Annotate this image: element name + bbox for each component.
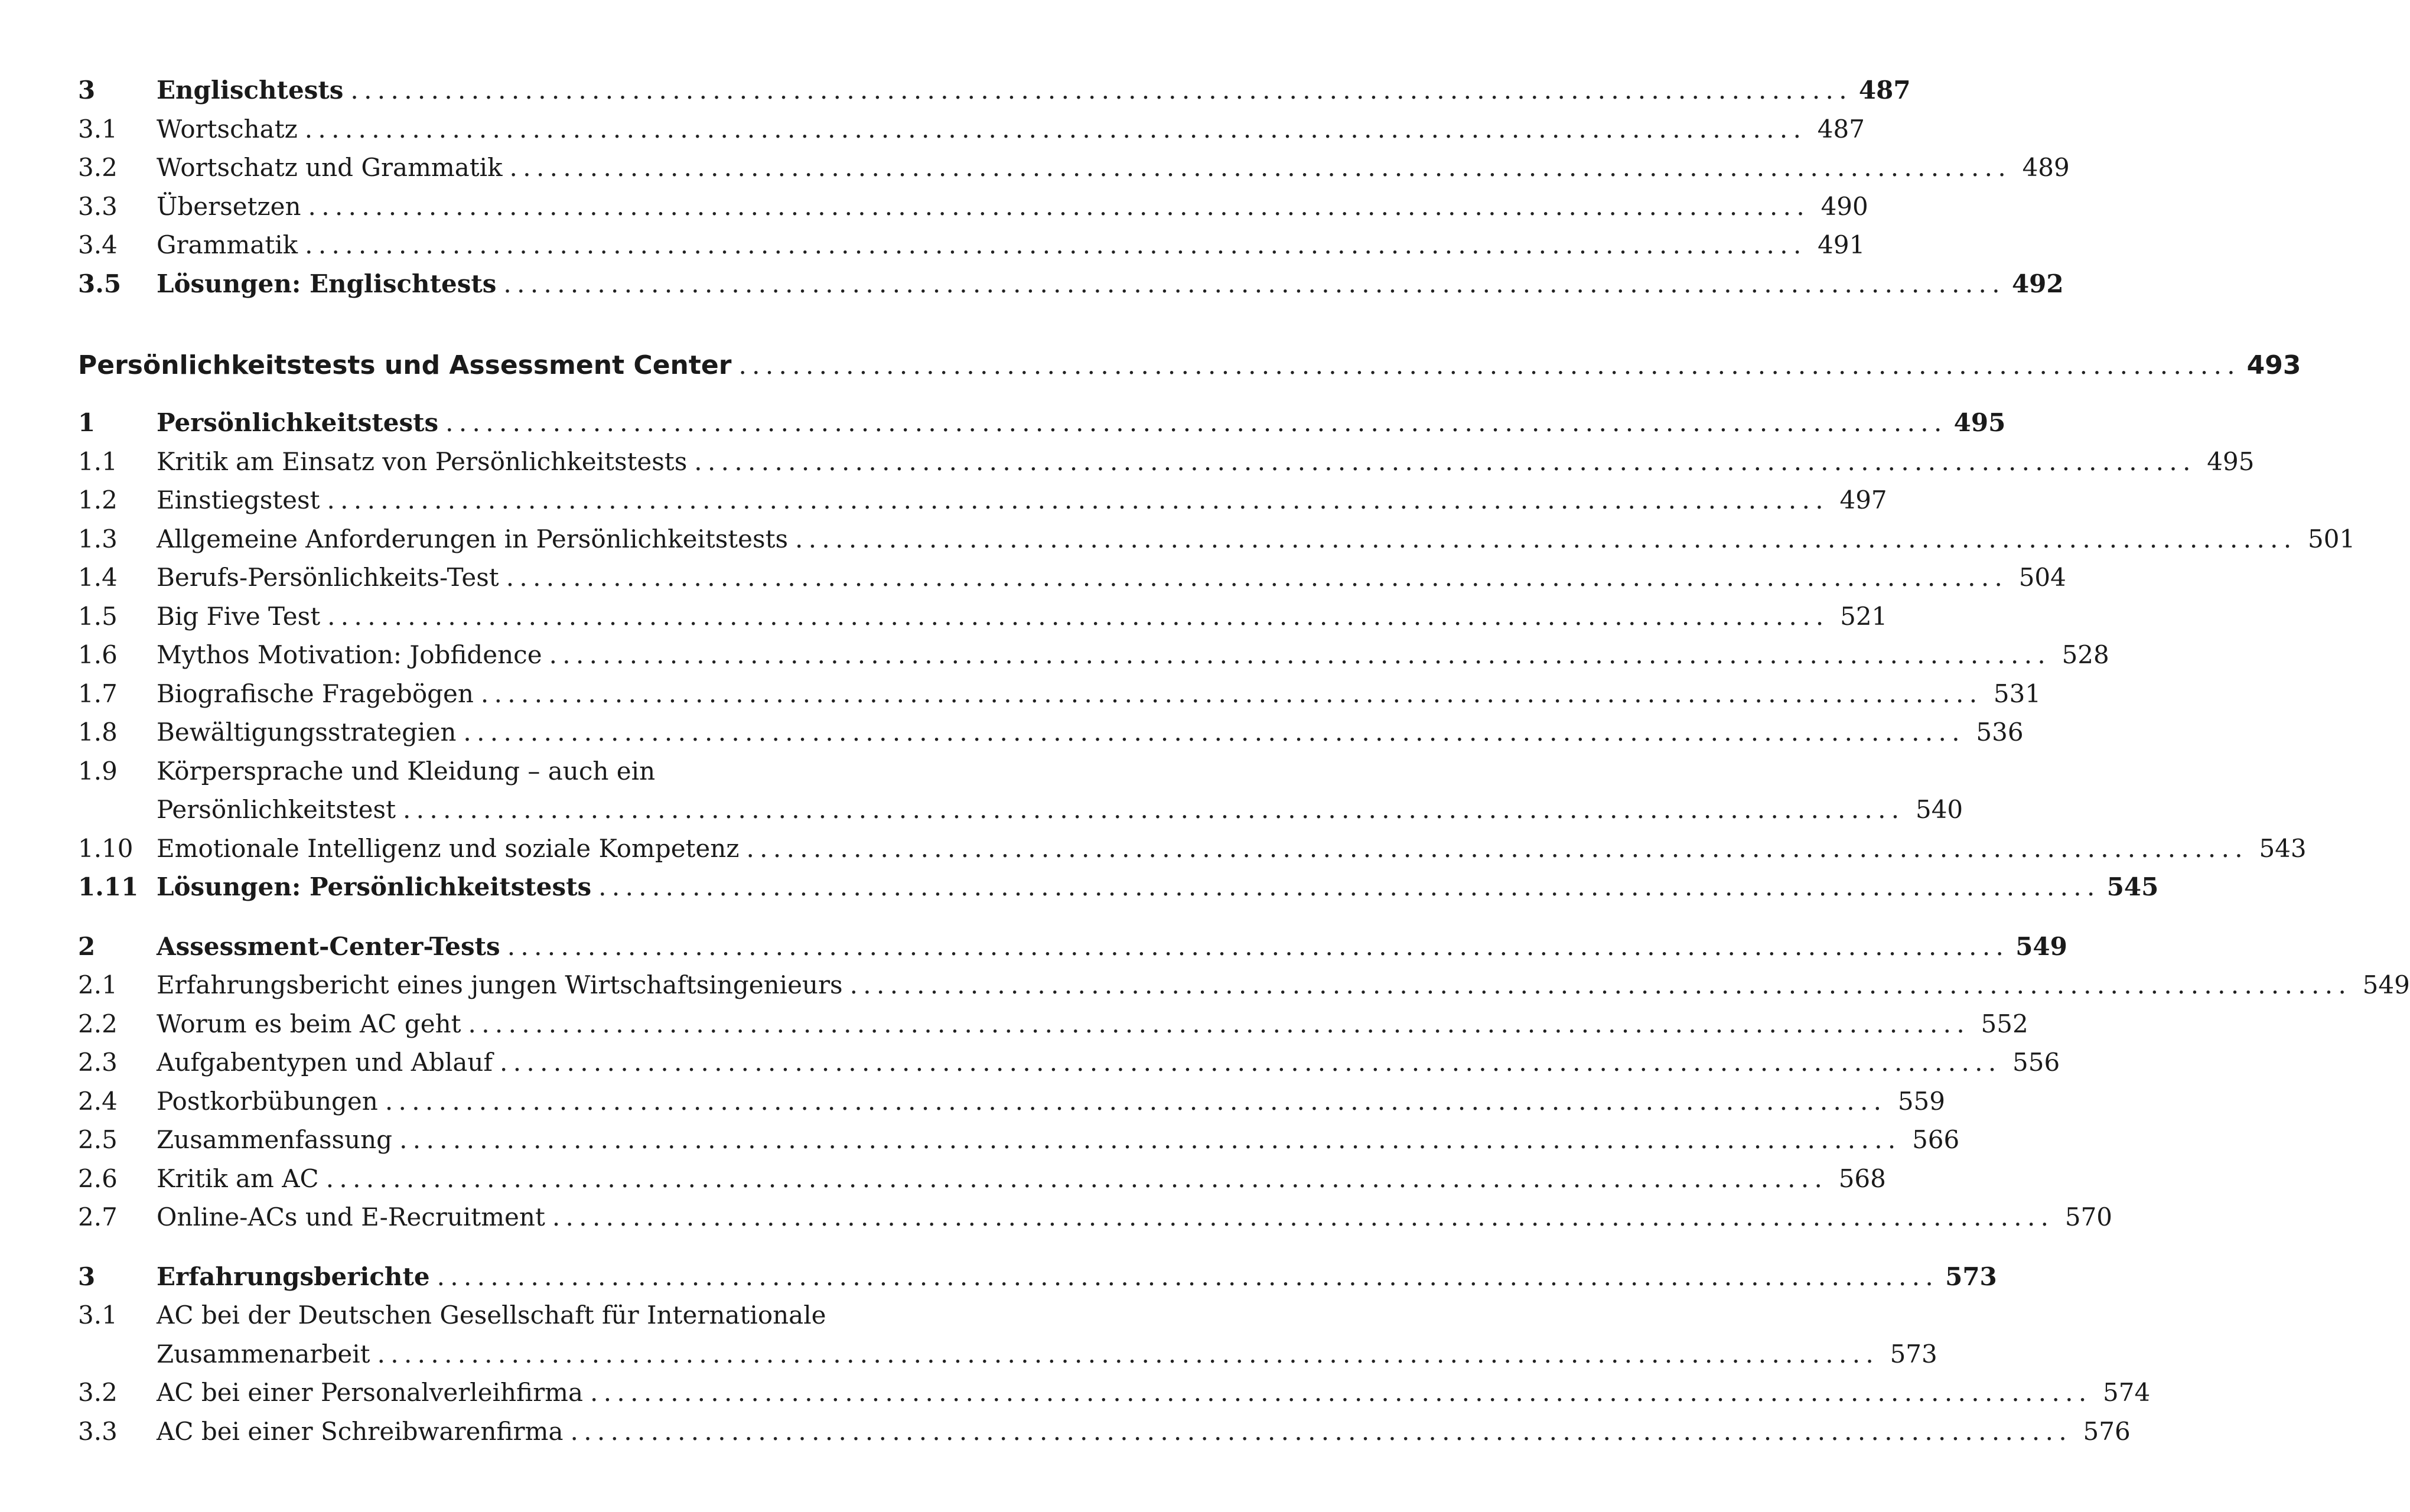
entry-page: 528	[2061, 640, 2109, 669]
dot-leader	[738, 342, 2233, 389]
entry-page: 574	[2103, 1378, 2151, 1407]
entry-page: 556	[2012, 1048, 2060, 1077]
toc-entry	[78, 829, 2307, 868]
entry-number: 1.9	[78, 756, 118, 786]
entry-number: 1.4	[78, 563, 118, 592]
entry-number: 3.1	[78, 1301, 118, 1329]
entry-title: Mythos Motivation: Jobfidence	[157, 640, 542, 669]
entry-page: 573	[1945, 1262, 1997, 1291]
entry-number: 3.1	[78, 114, 118, 144]
entry-page: 504	[2018, 563, 2066, 592]
entry-number: 1.8	[78, 718, 118, 747]
entry-page: 501	[2308, 524, 2356, 553]
toc-entry	[78, 520, 2356, 559]
dot-leader	[746, 829, 2241, 868]
entry-page: 552	[1981, 1009, 2028, 1038]
dot-leader	[481, 674, 1976, 713]
entry-title: Einstiegstest	[157, 485, 320, 514]
entry-title: Wortschatz	[157, 114, 298, 144]
dot-leader	[327, 597, 1822, 636]
dot-leader	[463, 713, 1958, 751]
entry-number: 3.2	[78, 1378, 118, 1407]
entry-title: Aufgabentypen und Ablauf	[157, 1048, 493, 1077]
entry-number: 3.5	[78, 269, 122, 298]
entry-title: Persönlichkeitstests	[157, 408, 439, 437]
entry-title: Übersetzen	[157, 191, 301, 221]
toc-entry	[78, 597, 1888, 636]
toc-entry	[78, 1373, 2151, 1412]
dot-leader	[377, 1335, 1872, 1373]
part-page: 493	[2246, 350, 2301, 380]
dot-leader	[350, 71, 1845, 109]
toc-entry	[78, 636, 2109, 674]
part-title: Persönlichkeitstests und Assessment Center	[78, 350, 732, 380]
toc-entry	[78, 1412, 2131, 1451]
entry-title: Bewältigungsstrategien	[157, 718, 457, 747]
toc-entry	[78, 1082, 1945, 1121]
toc-entry	[78, 927, 2067, 966]
entry-number: 2	[78, 931, 96, 961]
toc-entry	[78, 1120, 1960, 1159]
toc-entry	[78, 674, 2041, 713]
toc-entry	[78, 187, 1868, 226]
entry-title: Kritik am AC	[157, 1164, 319, 1193]
toc-entry	[78, 1198, 2113, 1237]
dot-leader	[305, 226, 1800, 264]
entry-page: 492	[2011, 269, 2064, 298]
dot-leader	[500, 1043, 1995, 1081]
entry-page: 559	[1897, 1086, 1945, 1116]
entry-page: 540	[1915, 795, 1963, 824]
entry-page: 531	[1993, 679, 2041, 708]
entry-page: 545	[2106, 872, 2159, 901]
entry-title-continuation: Zusammenarbeit	[157, 1339, 370, 1368]
entry-title: AC bei einer Personalverleihfirma	[157, 1378, 584, 1407]
entry-title: Emotionale Intelligenz und soziale Kompetenz	[157, 833, 740, 863]
entry-number: 1.10	[78, 833, 133, 863]
dot-leader	[598, 868, 2093, 906]
entry-title: Wortschatz und Grammatik	[157, 153, 503, 182]
entry-page: 566	[1912, 1125, 1960, 1154]
toc-entry-continuation	[78, 790, 1963, 829]
toc-entry	[78, 1005, 2028, 1044]
entry-title: Berufs-Persönlichkeits-Test	[157, 563, 499, 592]
toc-entry	[78, 868, 2159, 907]
entry-page: 489	[2022, 153, 2070, 182]
entry-number: 1.2	[78, 485, 118, 514]
toc-entry	[78, 1257, 1997, 1296]
dot-leader	[571, 1412, 2066, 1451]
entry-title: Lösungen: Persönlichkeitstests	[157, 872, 592, 901]
entry-title: Worum es beim AC geht	[157, 1009, 461, 1038]
dot-leader	[468, 1005, 1963, 1043]
entry-number: 2.1	[78, 970, 118, 999]
dot-leader	[590, 1373, 2085, 1412]
entry-number: 1.7	[78, 679, 118, 708]
entry-number: 2.3	[78, 1048, 118, 1077]
dot-leader	[399, 1120, 1894, 1159]
dot-leader	[510, 148, 2005, 187]
toc-entry	[78, 558, 2066, 597]
dot-leader	[326, 1159, 1821, 1198]
entry-page: 495	[2207, 447, 2255, 476]
entry-title: Big Five Test	[157, 601, 321, 631]
dot-leader	[850, 966, 2345, 1004]
dot-leader	[507, 927, 2002, 966]
toc-entry	[78, 265, 2064, 304]
dot-leader	[549, 636, 2044, 674]
entry-page: 536	[1976, 718, 2024, 747]
entry-number: 1.6	[78, 640, 118, 669]
entry-title: Online-ACs und E-Recruitment	[157, 1203, 545, 1231]
toc-entry-first-line	[78, 1296, 976, 1335]
entry-title: Erfahrungsbericht eines jungen Wirtschaftsingenieurs	[157, 970, 843, 999]
toc-entry	[78, 1159, 1886, 1198]
entry-title: Postkorbübungen	[157, 1086, 378, 1116]
entry-page: 568	[1838, 1164, 1886, 1193]
entry-number: 3	[78, 76, 96, 105]
entry-page: 573	[1890, 1339, 1937, 1368]
toc-entry-continuation	[78, 1335, 1937, 1374]
entry-title: Allgemeine Anforderungen in Persönlichkeitstests	[157, 524, 789, 553]
toc-entry	[78, 226, 1865, 265]
entry-number: 1.5	[78, 601, 118, 631]
entry-number: 3.4	[78, 230, 118, 259]
entry-title: Englischtests	[157, 76, 344, 105]
entry-page: 543	[2259, 833, 2307, 863]
entry-page: 487	[1817, 114, 1865, 144]
part-heading	[78, 342, 2301, 389]
toc-entry	[78, 442, 2255, 481]
dot-leader	[503, 265, 1998, 303]
dot-leader	[437, 1257, 1932, 1296]
toc-entry	[78, 148, 2070, 187]
entry-number: 1.11	[78, 872, 139, 901]
entry-title: Zusammenfassung	[157, 1125, 393, 1154]
entry-number: 3.2	[78, 153, 118, 182]
dot-leader	[552, 1198, 2047, 1236]
entry-title-continuation: Persönlichkeitstest	[157, 795, 396, 824]
dot-leader	[506, 558, 2001, 597]
entry-page: 549	[2362, 970, 2410, 999]
entry-title: Grammatik	[157, 230, 298, 259]
entry-number: 2.2	[78, 1009, 118, 1038]
entry-page: 549	[2015, 931, 2067, 961]
entry-number: 3	[78, 1262, 96, 1291]
dot-leader	[327, 481, 1822, 519]
entry-number: 2.6	[78, 1164, 118, 1193]
entry-title: Kritik am Einsatz von Persönlichkeitstests	[157, 447, 688, 476]
entry-number: 3.3	[78, 1416, 118, 1446]
entry-number: 3.3	[78, 191, 118, 221]
entry-title: Lösungen: Englischtests	[157, 269, 497, 298]
entry-number: 1	[78, 408, 96, 437]
toc-entry	[78, 481, 1887, 520]
toc-entry	[78, 403, 2006, 442]
dot-leader	[385, 1082, 1880, 1120]
entry-page: 495	[1953, 408, 2006, 437]
entry-title: AC bei der Deutschen Gesellschaft für Internationale	[157, 1301, 826, 1329]
entry-number: 1.1	[78, 447, 118, 476]
entry-number: 2.4	[78, 1086, 118, 1116]
entry-page: 521	[1840, 601, 1888, 631]
dot-leader	[694, 442, 2189, 481]
toc-entry	[78, 966, 2410, 1005]
dot-leader	[403, 790, 1898, 829]
dot-leader	[795, 520, 2290, 558]
entry-page: 497	[1839, 485, 1887, 514]
toc-entry-first-line	[78, 752, 976, 791]
toc-entry	[78, 713, 2024, 752]
entry-page: 570	[2064, 1203, 2113, 1231]
dot-leader	[308, 187, 1803, 226]
dot-leader	[305, 110, 1800, 148]
entry-number: 1.3	[78, 524, 118, 553]
entry-number: 2.5	[78, 1125, 118, 1154]
entry-number: 2.7	[78, 1203, 118, 1231]
entry-title: Biografische Fragebögen	[157, 679, 474, 708]
entry-title: Erfahrungsberichte	[157, 1262, 430, 1291]
toc-entry	[78, 110, 1865, 149]
entry-title: Körpersprache und Kleidung – auch ein	[157, 756, 656, 786]
entry-page: 491	[1818, 230, 1865, 259]
toc-entry	[78, 71, 1911, 110]
entry-page: 487	[1858, 76, 1911, 105]
dot-leader	[445, 403, 1940, 442]
toc-entry	[78, 1043, 2060, 1082]
entry-page: 576	[2083, 1416, 2131, 1446]
entry-page: 490	[1820, 191, 1868, 221]
table-of-contents	[78, 71, 2410, 1451]
entry-title: AC bei einer Schreibwarenfirma	[157, 1416, 564, 1446]
entry-title: Assessment-Center-Tests	[157, 931, 500, 961]
